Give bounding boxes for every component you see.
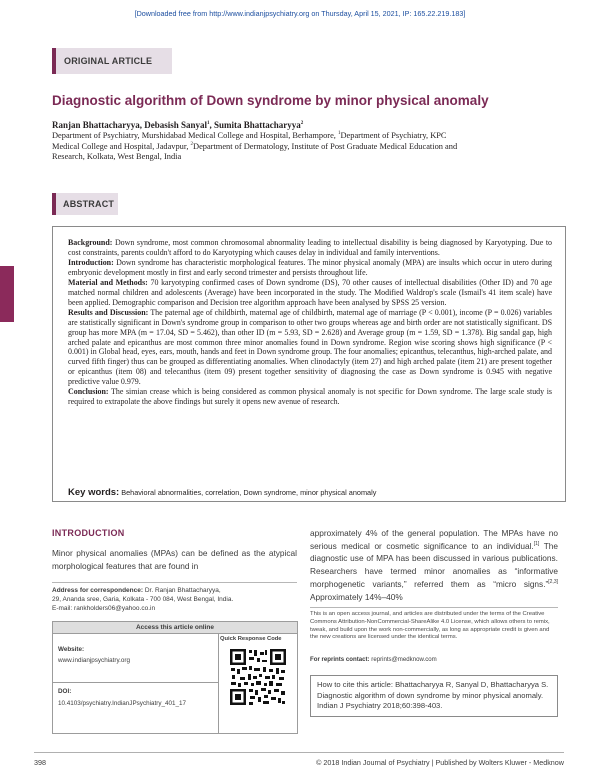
abstract-conclusion	[68, 387, 552, 407]
section-label-box	[52, 48, 172, 74]
affil-line2b: Department of Dermatology, Institute of Post Graduate Medical Education and	[193, 141, 458, 151]
qr-code-label: Quick Response Code	[220, 636, 282, 642]
abstract-methods-body: 70 karyotyping confirmed cases of Down syndrome (DS), 70 other causes of intellectual disabilities (Other ID) and 70 age matched normal children and adolescents (Average) have been incorporated in the study. The Modified Waldrop's scale (Ismail's 41 item scale) have been applied. Demographic comparison and Decision tree algorithm approach have been analysed by SPSS 25 version.	[68, 277, 552, 307]
affil-sup2: 2	[190, 141, 194, 147]
cite-box: How to cite this article: Bhattacharyya R, Sanyal D, Bhattacharyya S. Diagnostic algorithm of down syndrome by minor physical anomaly. Indian J Psychiatry 2018;60:398-403.	[310, 675, 558, 717]
qr-code-icon[interactable]	[229, 648, 287, 706]
introduction-heading: INTRODUCTION	[52, 528, 125, 538]
download-banner: [Downloaded free from http://www.indianjpsychiatry.org on Thursday, April 15, 2021, IP: 165.22.219.183]	[134, 9, 466, 18]
open-access-notice: This is an open access journal, and articles are distributed under the terms of the Creative Commons Attribution-NonCommercial-ShareAlike 4.0 License, which allows others to remix, tweak, and build upon the work non-commercially, as long as appropriate credit is given and the new creations are licensed under the identical terms.	[310, 607, 558, 642]
affil-sup1: 1	[338, 131, 341, 137]
access-vdivider	[218, 633, 219, 734]
citation-1[interactable]: [1]	[533, 540, 540, 547]
keywords-list: Behavioral abnormalities, correlation, Down syndrome, minor physical anomaly	[119, 488, 377, 497]
reprints-email[interactable]: reprints@medknow.com	[369, 656, 437, 663]
doi-link[interactable]: 10.4103/psychiatry.IndianJPsychiatry_401_17	[58, 700, 187, 707]
keywords-label: Key words:	[68, 487, 120, 498]
affiliations	[52, 131, 562, 163]
affil-line2: Medical College and Hospital, Jadavpur,	[52, 141, 189, 151]
abstract-label: ABSTRACT	[63, 199, 115, 209]
citation-2-3[interactable]: [2,3]	[548, 579, 558, 586]
affil-line1b: Department of Psychiatry, KPC	[340, 131, 447, 140]
keywords	[68, 487, 552, 498]
article-title: Diagnostic algorithm of Down syndrome by minor physical anomaly	[52, 93, 489, 108]
abstract-background-heading: Background:	[68, 238, 113, 247]
abstract-conclusion-heading: Conclusion:	[68, 387, 109, 397]
footer-divider	[34, 752, 564, 753]
side-tab	[0, 266, 14, 322]
abstract-methods	[68, 278, 552, 308]
correspondence	[52, 582, 297, 614]
intro-right-c: Approximately 14%–40%	[310, 591, 403, 602]
access-table-header: Access this article online	[53, 622, 297, 633]
intro-right-a: approximately 4% of the general population. The MPAs have no serious medical or cosmetic significance to an individual.	[310, 528, 558, 551]
access-divider	[53, 633, 297, 634]
abstract-background	[68, 238, 552, 258]
website-label: Website:	[58, 646, 85, 653]
abstract-results-body: The paternal age of childbirth, maternal age of childbirth, maternal age of marriage (P < 0.001), income (P = 0.026) variables are statistically significant in Down's syndrome group in comparison to other two groups whereas age and birth order are not statistically significant. DS group has more MPA (m = 17.04, SD = 5.462), than other ID (m = 5.93, SD = 2.628) and Average group (m = 1.59, SD = 1.378). Big sandal gap, high arched palate and epicanthus are most common three minor anomalies found in Down syndrome. Region wise scoring shows high significance (P < 0.001) in Global head, eyes, ears, mouth, hands and feet in Down syndrome group. The four anomalies; epicanthus, telecanthus, high-arched palate, and curved fifth finger) thus can be grouped as differentiating anomalies. When clinodactyly (item 27) and high arched palate (item 21) are present together or epicanthus (item 08) and telecanthus (item 09) present together sensitivity of diagnosing the case as Down syndrome is 0.945 with negative predictive value 0.979.	[68, 307, 552, 387]
abstract-methods-heading: Material and Methods:	[68, 277, 148, 287]
intro-right-text	[310, 527, 558, 603]
abstract-intro-body: Down syndrome has characteristic morphological features. The minor physical anomaly (MPA) are insults which occur in utero during embryonic development mostly in first and early second trimester and persists throughout life.	[68, 257, 552, 277]
intro-right-b: The diagnostic use of MPA has been discussed in various publications. Researchers have termed minor anomalies as “informative morphogenetic variants,” referred them as “micro signs.”	[310, 540, 558, 589]
intro-left-text: Minor physical anomalies (MPAs) can be defined as the atypical morphological features that are found in	[52, 548, 297, 571]
author-sup-1: 1	[207, 121, 210, 126]
reprints-label: For reprints contact:	[310, 656, 370, 663]
reprints-contact	[310, 656, 437, 663]
author-group-2: , Sumita Bhattacharyya	[209, 120, 301, 130]
correspondence-name: Dr. Ranjan Bhattacharyya,	[143, 587, 221, 594]
page-number: 398	[34, 758, 46, 767]
author-group-1: Ranjan Bhattacharyya, Debasish Sanyal	[52, 120, 208, 130]
abstract-label-box	[52, 193, 118, 215]
abstract-conclusion-body: The simian crease which is being considered as common physical anomaly is not specific for Down syndrome. The large scale study is required to extrapolate the above findings but surely it opens new avenue of research.	[68, 387, 552, 407]
footer-credit: © 2018 Indian Journal of Psychiatry | Published by Wolters Kluwer - Medknow	[316, 758, 564, 767]
abstract-results	[68, 308, 552, 388]
abstract-text	[68, 238, 552, 407]
section-label: ORIGINAL ARTICLE	[64, 56, 153, 66]
authors	[52, 120, 303, 130]
access-row-divider	[53, 682, 218, 683]
abstract-intro-heading: Introduction:	[68, 257, 114, 267]
correspondence-address: 29, Ananda sree, Garia, Kolkata - 700 084, West Bengal, India.	[52, 596, 234, 604]
affil-line1: Department of Psychiatry, Murshidabad Medical College and Hospital, Berhampore,	[52, 131, 336, 140]
website-link[interactable]: www.indianjpsychiatry.org	[58, 657, 130, 664]
abstract-introduction	[68, 258, 552, 278]
correspondence-label: Address for correspondence:	[52, 587, 144, 594]
abstract-background-body: Down syndrome, most common chromosomal abnormality leading to intellectual disability is being diagnosed by Karyotyping. Due to cost constraints, parents couldn't afford to do Karyotyping which causes delay in individual and family interventions.	[68, 238, 552, 257]
affil-line3: Research, Kolkata, West Bengal, India	[52, 152, 182, 161]
doi-label: DOI:	[58, 688, 72, 695]
correspondence-email[interactable]: E-mail: rankholders06@yahoo.co.in	[52, 605, 156, 613]
author-sup-2: 2	[300, 121, 304, 126]
abstract-results-heading: Results and Discussion:	[68, 307, 149, 317]
